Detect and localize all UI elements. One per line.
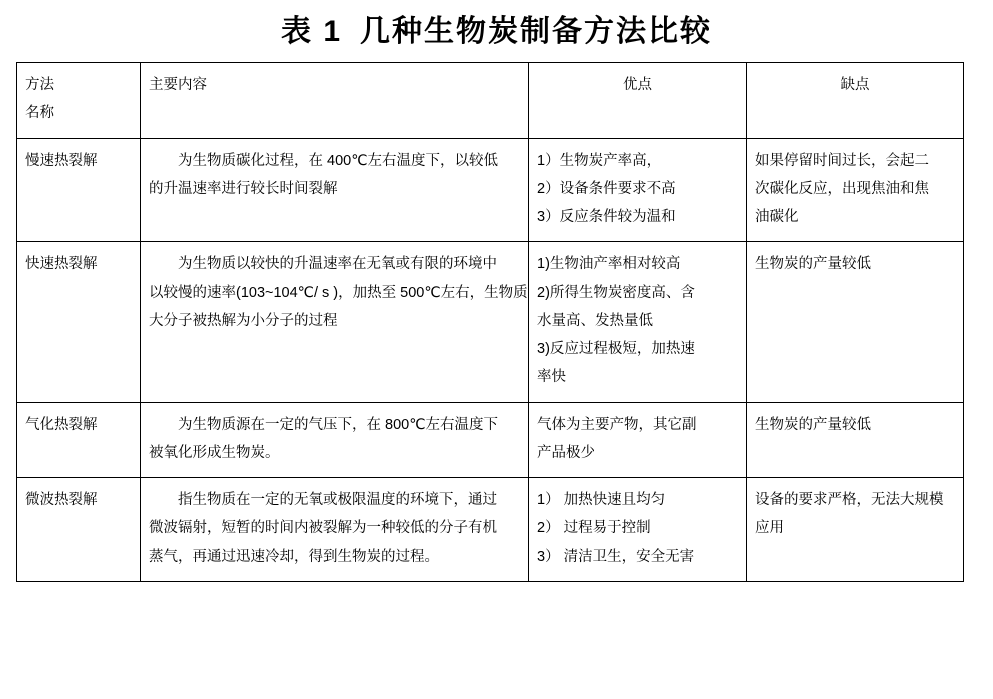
row-method-name: 快速热裂解	[17, 242, 141, 402]
row-disadvantages	[747, 478, 964, 582]
advantage-line: 气体为主要产物，其它副	[537, 416, 697, 433]
content-line: 为生物质以较快的升温速率在无氧或有限的环境中	[178, 256, 497, 273]
advantage-line: 3） 清洁卫生，安全无害	[537, 548, 695, 565]
page-title	[0, 0, 993, 62]
disadvantage-line: 生物炭的产量较低	[755, 416, 871, 433]
row-advantages	[529, 478, 747, 582]
advantage-line: 1） 加热快速且均匀	[537, 492, 666, 509]
row-advantages	[529, 242, 747, 402]
row-content	[141, 242, 529, 402]
advantage-line: 3）反应条件较为温和	[537, 209, 676, 226]
comparison-table	[16, 62, 964, 582]
table-header-row	[17, 63, 964, 139]
header-method	[17, 63, 141, 139]
row-content	[141, 402, 529, 478]
advantage-line: 产品极少	[537, 444, 595, 461]
disadvantage-line: 设备的要求严格，无法大规模	[755, 492, 944, 509]
advantage-line: 1)生物油产率相对较高	[537, 256, 681, 273]
content-line: 蒸气，再通过迅速冷却，得到生物炭的过程。	[149, 548, 439, 565]
row-content	[141, 138, 529, 242]
content-line: 被氧化形成生物炭。	[149, 444, 280, 461]
row-advantages	[529, 402, 747, 478]
advantage-line: 3)反应过程极短，加热速	[537, 341, 695, 358]
row-method-name: 慢速热裂解	[17, 138, 141, 242]
row-content	[141, 478, 529, 582]
content-line: 大分子被热解为小分子的过程	[149, 312, 338, 329]
disadvantage-line: 如果停留时间过长，会起二	[755, 152, 929, 169]
table-row	[17, 478, 964, 582]
disadvantage-line: 次碳化反应，出现焦油和焦	[755, 180, 929, 197]
row-disadvantages	[747, 138, 964, 242]
advantage-line: 2）设备条件要求不高	[537, 180, 676, 197]
content-line: 为生物质源在一定的气压下，在 800℃左右温度下	[178, 416, 499, 433]
disadvantage-line: 油碳化	[755, 209, 799, 226]
row-disadvantages	[747, 402, 964, 478]
disadvantage-line: 应用	[755, 520, 784, 537]
content-line: 的升温速率进行较长时间裂解	[149, 180, 338, 197]
content-line: 为生物质碳化过程，在 400℃左右温度下，以较低	[178, 152, 499, 169]
content-line: 微波镉射，短暂的时间内被裂解为一种较低的分子有机	[149, 520, 497, 537]
advantage-line: 2） 过程易于控制	[537, 520, 651, 537]
table-title-text: 几种生物炭制备方法比较	[360, 15, 713, 48]
table-number: 表 1	[280, 15, 343, 48]
disadvantage-line: 生物炭的产量较低	[755, 256, 871, 273]
header-method-line1: 方法	[25, 77, 54, 93]
advantage-line: 2)所得生物炭密度高、含	[537, 284, 695, 301]
advantage-line: 率快	[537, 369, 566, 386]
table-row	[17, 138, 964, 242]
header-advantage: 优点	[529, 63, 747, 139]
header-disadvantage: 缺点	[747, 63, 964, 139]
row-method-name: 气化热裂解	[17, 402, 141, 478]
table-row	[17, 242, 964, 402]
header-content: 主要内容	[141, 63, 529, 139]
table-row	[17, 402, 964, 478]
content-line: 指生物质在一定的无氧或极限温度的环境下，通过	[178, 492, 497, 509]
advantage-line: 水量高、发热量低	[537, 312, 653, 329]
row-method-name: 微波热裂解	[17, 478, 141, 582]
content-line: 以较慢的速率(103~104℃/ s )，加热至 500℃左右，生物质	[149, 284, 528, 301]
advantage-line: 1）生物炭产率高，	[537, 152, 662, 169]
header-method-line2: 名称	[25, 105, 54, 122]
row-advantages	[529, 138, 747, 242]
row-disadvantages	[747, 242, 964, 402]
